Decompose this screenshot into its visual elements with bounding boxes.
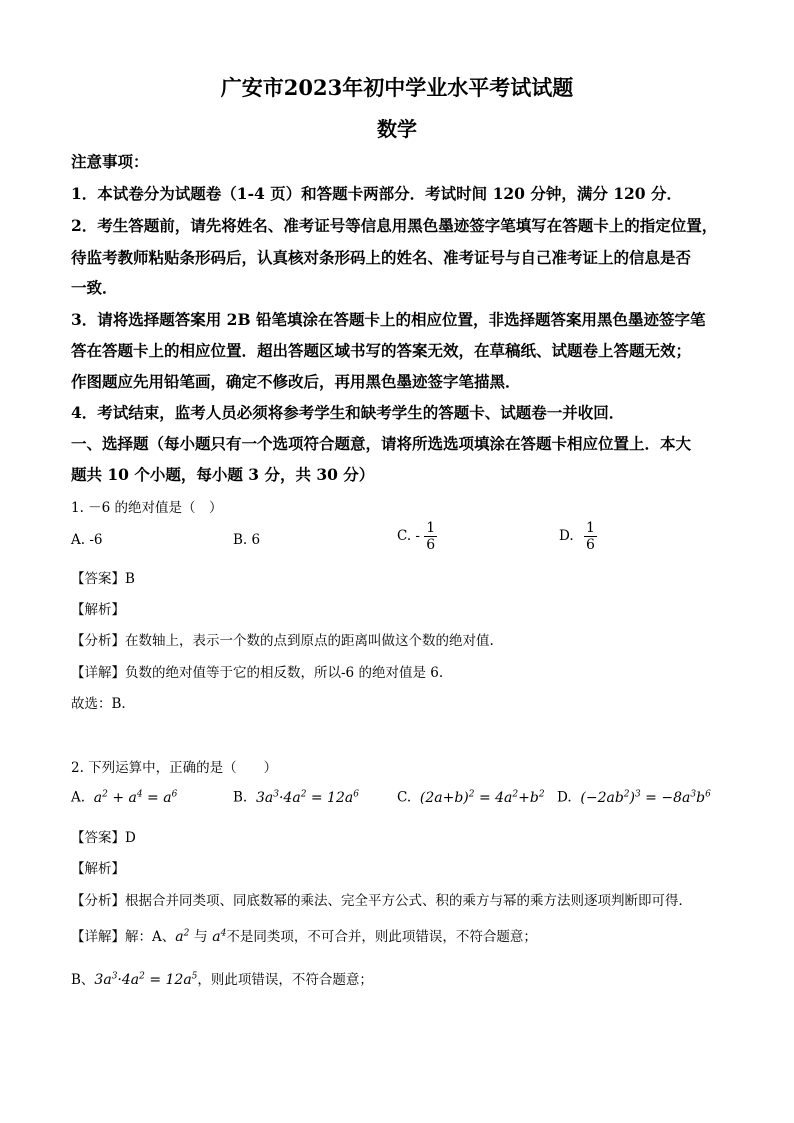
- q2-answer-line: [71, 826, 731, 846]
- q1-fenxi-text: 在数轴上，表示一个数的点到原点的距离叫做这个数的绝对值.: [125, 633, 494, 649]
- fraction: [584, 520, 597, 553]
- fraction-numerator: 1: [585, 520, 595, 536]
- q2-detail-a-suffix: 不是同类项，不可合并，则此项错误，不符合题意；: [226, 929, 537, 945]
- fenxi-tag: 【分析】: [71, 893, 125, 909]
- subject-title: 数学: [377, 117, 417, 141]
- q1-detail-line: [71, 661, 731, 681]
- q2-option-a-formula: $a^2 + a^4 = a^6$: [89, 789, 178, 806]
- note-item-2-line-3: 一致．: [71, 278, 118, 297]
- note-item-3-line-1: 3．请将选择题答案用 2B 铅笔填涂在答题卡上的相应位置，非选择题答案用黑色墨迹签字笔: [71, 310, 706, 329]
- q2-fenxi-text: 根据合并同类项、同底数幂的乘法、完全平方公式、积的乘方与幂的乘方法则逐项判断即可得．: [125, 893, 692, 909]
- q2-option-d-formula: $(-2ab^2)^3 = -8a^3b^6$: [575, 789, 711, 806]
- question-1-stem: 1. －6 的绝对值是（ ）: [71, 500, 223, 516]
- answer-tag: 【答案】: [71, 571, 125, 587]
- q1-option-d-label: D.: [559, 528, 574, 544]
- q2-option-b-formula: $3a^3\cdot 4a^2 = 12a^6$: [251, 789, 359, 806]
- q2-detail-b-prefix: B、: [71, 972, 95, 988]
- answer-tag: 【答案】: [71, 830, 125, 846]
- fraction-numerator: 1: [426, 520, 436, 536]
- q1-option-b: B. 6: [233, 532, 261, 548]
- q1-option-c: [397, 520, 437, 553]
- q1-choose: 故选：B.: [71, 696, 126, 712]
- section-heading-line-1: 一、选择题（每小题只有一个选项符合题意，请将所选选项填涂在答题卡相应位置上．本大: [71, 434, 692, 453]
- note-item-2-line-2: 待监考教师粘贴条形码后，认真核对条形码上的姓名、准考证号与自己准考证上的信息是否: [71, 248, 692, 267]
- note-item-2-line-1: 2．考生答题前，请先将姓名、准考证号等信息用黑色墨迹签字笔填写在答题卡上的指定位置，: [71, 216, 718, 235]
- q2-analysis-tag: 【解析】: [71, 861, 125, 877]
- q2-option-c-formula: $(2a+b)^2 = 4a^2+b^2$: [415, 789, 545, 806]
- note-item-4: 4．考试结束，监考人员必须将参考学生和缺考学生的答题卡、试题卷一并收回．: [71, 403, 625, 422]
- fraction-denominator: 6: [426, 537, 436, 553]
- note-item-3-line-3: 作图题应先用铅笔画，确定不修改后，再用黑色墨迹签字笔描黑．: [71, 372, 521, 391]
- q1-option-d: [559, 520, 597, 553]
- note-item-3-line-2: 答在答题卡上的相应位置．超出答题区域书写的答案无效，在草稿纸、试题卷上答题无效；: [71, 341, 692, 360]
- q2-fenxi-line: [71, 889, 731, 909]
- q2-detail-a-line: [71, 925, 731, 946]
- q2-detail-b-suffix: ，则此项错误，不符合题意；: [197, 972, 373, 988]
- q2-option-d: [557, 789, 711, 806]
- section-heading-line-2: 题共 10 个小题，每小题 3 分，共 30 分）: [71, 465, 375, 484]
- q2-option-a: [71, 789, 177, 806]
- q1-detail-text: 负数的绝对值等于它的相反数，所以-6 的绝对值是 6.: [125, 665, 444, 681]
- detail-tag: 【详解】: [71, 665, 125, 681]
- q1-answer-line: [71, 567, 731, 587]
- notes-heading: 注意事项：: [71, 152, 149, 171]
- q2-detail-b-line: [71, 968, 731, 988]
- q2-detail-a-formula: $a^2$ 与 $a^4$: [175, 928, 227, 945]
- q2-answer: D: [125, 830, 136, 846]
- q1-option-c-label: C. -: [397, 528, 420, 544]
- q2-option-b: [233, 789, 359, 806]
- q1-analysis-tag: 【解析】: [71, 602, 125, 618]
- q2-option-c: [397, 789, 545, 806]
- q1-fenxi-line: [71, 629, 731, 649]
- q2-option-d-label: D.: [557, 789, 572, 806]
- q2-option-a-label: A.: [71, 789, 86, 806]
- q2-detail-b-formula: $3a^3\cdot 4a^2 = 12a^5$: [94, 971, 198, 988]
- detail-tag: 【详解】: [71, 929, 125, 945]
- fraction-denominator: 6: [585, 537, 595, 553]
- note-item-1: 1．本试卷分为试题卷（1-4 页）和答题卡两部分．考试时间 120 分钟，满分 120 分．: [71, 184, 682, 203]
- q1-answer: B: [125, 571, 135, 587]
- q2-option-b-label: B.: [233, 789, 248, 806]
- question-2-stem: 2. 下列运算中，正确的是（ ）: [71, 760, 278, 776]
- q1-option-a: A. -6: [71, 532, 103, 548]
- q2-option-c-label: C.: [397, 789, 412, 806]
- fraction: [424, 520, 437, 553]
- q2-detail-a-prefix: 解：A、: [125, 929, 176, 945]
- fenxi-tag: 【分析】: [71, 633, 125, 649]
- exam-title: 广安市2023年初中学业水平考试试题: [220, 75, 574, 100]
